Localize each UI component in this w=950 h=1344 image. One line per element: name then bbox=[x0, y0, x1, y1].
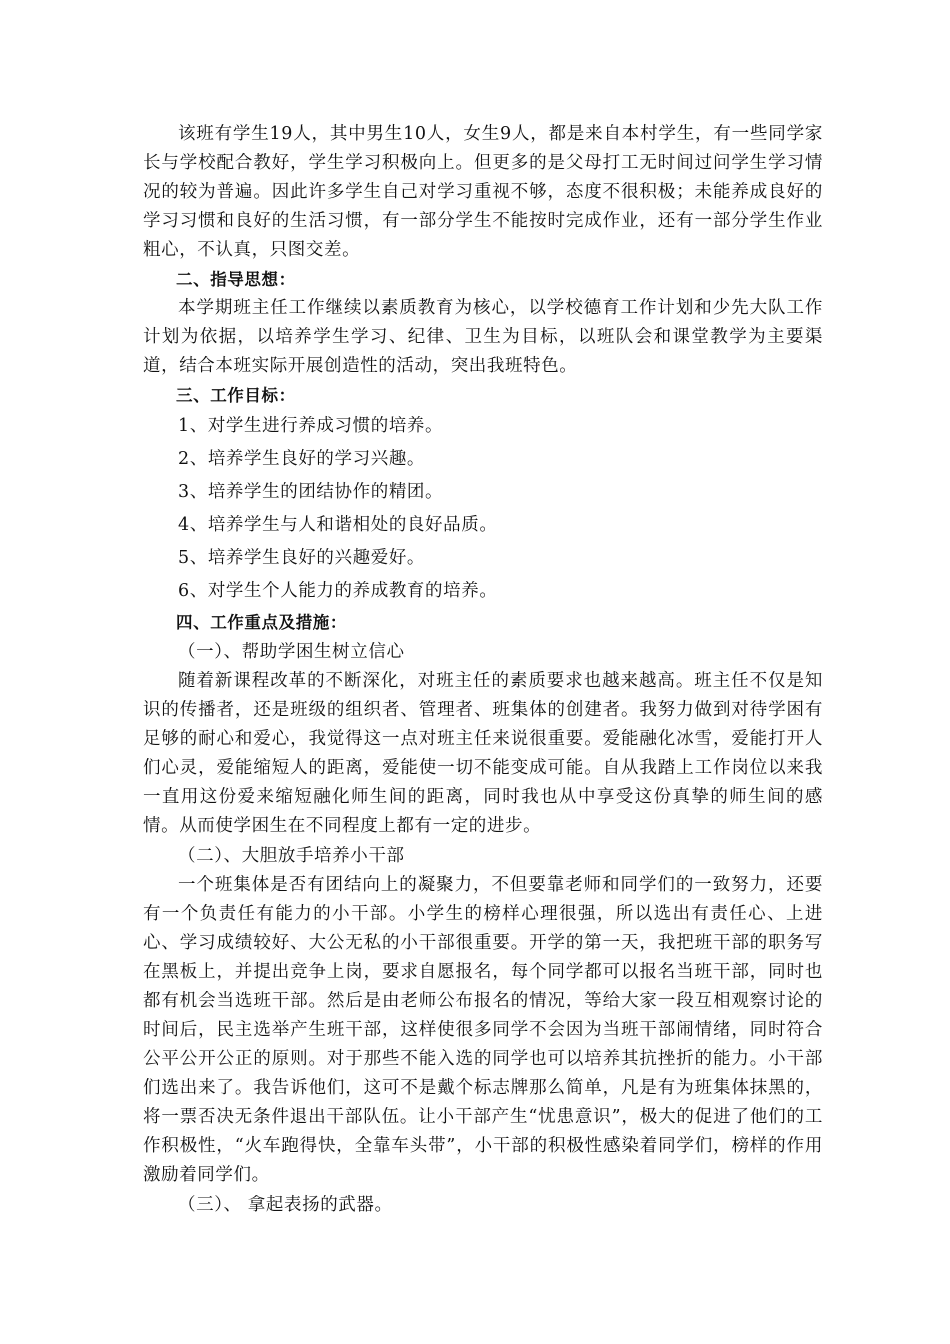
subsection-title-1: （一）、帮助学困生树立信心 bbox=[178, 642, 405, 662]
subsection-title-2: （二）、大胆放手培养小干部 bbox=[178, 846, 405, 866]
intro-paragraph: 该班有学生19人，其中男生10人，女生9人，都是来自本村学生，有一些同学家长与学校配合教好，学生学习积极向上。但更多的是父母打工无时间过问学生学习情况的较为普遍。因此许多学生自己对学习重视不够，态度不很积极；未能养成良好的学习习惯和良好的生活习惯，有一部分学生不能按时完成作业，还有一部分学生作业粗心，不认真，只图交差。 bbox=[143, 124, 823, 260]
goal-item: 4、培养学生与人和谐相处的良好品质。 bbox=[178, 515, 498, 535]
section-heading-goals: 三、工作目标： bbox=[176, 386, 296, 405]
subsection-paragraph-1: 随着新课程改革的不断深化，对班主任的素质要求也越来越高。班主任不仅是知识的传播者，还是班级的组织者、管理者、班集体的创建者。我努力做到对待学困有足够的耐心和爱心，我觉得这一点对班主任来说很重要。爱能融化冰雪，爱能打开人们心灵，爱能缩短人的距离，爱能使一切不能变成可能。自从我踏上工作岗位以来我一直用这份爱来缩短融化师生间的距离，同时我也从中享受这份真挚的师生间的感情。从而使学困生在不同程度上都有一定的进步。 bbox=[143, 671, 823, 836]
goal-item: 3、培养学生的团结协作的精团。 bbox=[178, 482, 444, 502]
goal-item: 1、对学生进行养成习惯的培养。 bbox=[178, 416, 444, 436]
subsection-title-3: （三）、 拿起表扬的武器。 bbox=[178, 1195, 393, 1215]
goal-item: 6、对学生个人能力的养成教育的培养。 bbox=[178, 581, 498, 601]
guiding-thought-paragraph: 本学期班主任工作继续以素质教育为核心，以学校德育工作计划和少先大队工作计划为依据，以培养学生学习、纪律、卫生为目标，以班队会和课堂教学为主要渠道，结合本班实际开展创造性的活动，突出我班特色。 bbox=[143, 298, 823, 376]
document-body bbox=[143, 120, 823, 1220]
goal-item: 2、培养学生良好的学习兴趣。 bbox=[178, 449, 426, 469]
subsection-paragraph-2: 一个班集体是否有团结向上的凝聚力，不但要靠老师和同学们的一致努力，还要有一个负责任有能力的小干部。小学生的榜样心理很强，所以选出有责任心、上进心、学习成绩较好、大公无私的小干部很重要。开学的第一天，我把班干部的职务写在黑板上，并提出竞争上岗，要求自愿报名，每个同学都可以报名当班干部，同时也都有机会当选班干部。然后是由老师公布报名的情况，等给大家一段互相观察讨论的时间后，民主选举产生班干部，这样使很多同学不会因为当班干部闹情绪，同时符合公平公开公正的原则。对于那些不能入选的同学也可以培养其抗挫折的能力。小干部们选出来了。我告诉他们，这可不是戴个标志牌那么简单，凡是有为班集体抹黑的，将一票否决无条件退出干部队伍。让小干部产生“忧患意识”，极大的促进了他们的工作积极性，“火车跑得快，全靠车头带”，小干部的积极性感染着同学们，榜样的作用激励着同学们。 bbox=[143, 875, 823, 1185]
goals-list bbox=[143, 410, 823, 608]
section-heading-key-measures: 四、工作重点及措施： bbox=[176, 613, 347, 632]
goal-item: 5、培养学生良好的兴趣爱好。 bbox=[178, 548, 426, 568]
section-heading-guiding-thought: 二、指导思想： bbox=[176, 270, 296, 289]
